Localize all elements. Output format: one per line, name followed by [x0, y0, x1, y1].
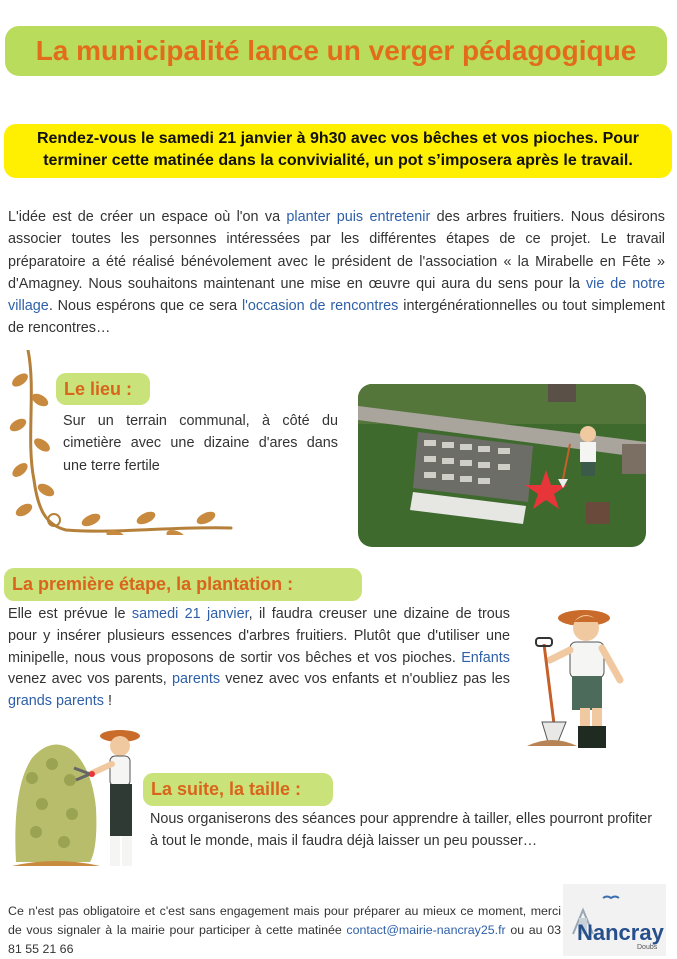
plantation-text-4: venez avec vos enfants et n'oubliez pas les — [220, 671, 510, 688]
intro-text-2: des arbres fruitiers. Nous désirons associer toutes les personnes intéressées par les différentes étapes de ce projet. Le travail préparatoire a été réalisé bénévolement avec le président de l'association « la Mirabelle en Fête » d'Amagney. Nous souhaitons maintenant une mise en œuvre qui aura du sens pour la — [8, 209, 666, 292]
plantation-highlight-enfants: Enfants — [461, 649, 510, 666]
suite-heading-badge — [143, 773, 333, 806]
plantation-text-3: venez avec vos parents, — [8, 671, 173, 688]
banner-line-1: Rendez-vous le samedi 21 janvier à 9h30 avec vos bêches et vos pioches. Pour — [36, 130, 640, 147]
satellite-map-image — [358, 384, 646, 547]
lieu-heading: Le lieu : — [64, 378, 133, 399]
plantation-text-2: , il faudra creuser une dizaine de trous pour y insérer plusieurs essences d'arbres fruitiers. Plutôt que d'utiliser une minipelle, nous vous proposons de sortir vos bêches et vos pioches. — [8, 606, 510, 666]
intro-text-1: L'idée est de créer un espace où l'on va — [8, 209, 287, 225]
gardener-spade-illustration-icon — [522, 604, 637, 754]
plantation-paragraph — [8, 604, 510, 713]
footer-paragraph — [8, 902, 561, 959]
lieu-text: Sur un terrain communal, à côté du cimetière avec une dizaine d'ares dans une terre fertile — [63, 413, 338, 474]
lieu-heading-badge — [56, 373, 150, 405]
plantation-heading-badge — [4, 568, 362, 601]
plantation-highlight-grands-parents: grands parents — [8, 693, 104, 710]
plantation-heading: La première étape, la plantation : — [12, 574, 294, 594]
intro-text-4: intergénérationnelles ou tout simplement de rencontres… — [8, 298, 665, 337]
plantation-text-5: ! — [104, 693, 112, 710]
hedge-trimming-illustration-icon — [12, 728, 144, 870]
intro-text-3: . Nous espérons que ce sera — [48, 298, 242, 315]
logo-name: Nancray — [577, 920, 664, 945]
banner-line-2: terminer cette matinée dans la convivialité, un pot s’imposera après le travail. — [43, 152, 633, 169]
contact-email-link[interactable]: contact@mairie-nancray25.fr — [346, 923, 506, 937]
intro-highlight-3: l'occasion de rencontres — [241, 298, 399, 315]
page-title: La municipalité lance un verger pédagogique — [35, 35, 637, 66]
intro-highlight-1: planter puis entretenir — [286, 209, 431, 225]
nancray-logo — [563, 884, 666, 956]
suite-text: Nous organiserons des séances pour apprendre à tailler, elles pourront profiter à tout le monde, mais il faudra déjà laisser un peu pousser… — [150, 811, 652, 850]
plantation-text-1: Elle est prévue le — [8, 606, 132, 622]
intro-highlight-2: vie de notre village — [8, 275, 666, 315]
plantation-highlight-parents: parents — [172, 671, 221, 688]
footer-phone: ou au 03 81 55 21 66 — [8, 923, 561, 956]
rendezvous-banner — [4, 124, 672, 178]
logo-subtitle: Doubs — [637, 944, 658, 951]
footer-text: Ce n'est pas obligatoire et c'est sans engagement mais pour préparer au mieux ce moment, merci de vous signaler à la mairie pour participer à cette matinée — [8, 904, 561, 937]
suite-heading: La suite, la taille : — [151, 779, 302, 799]
title-banner — [5, 26, 667, 76]
plantation-highlight-date: samedi 21 janvier — [131, 606, 249, 622]
intro-paragraph — [8, 206, 665, 340]
